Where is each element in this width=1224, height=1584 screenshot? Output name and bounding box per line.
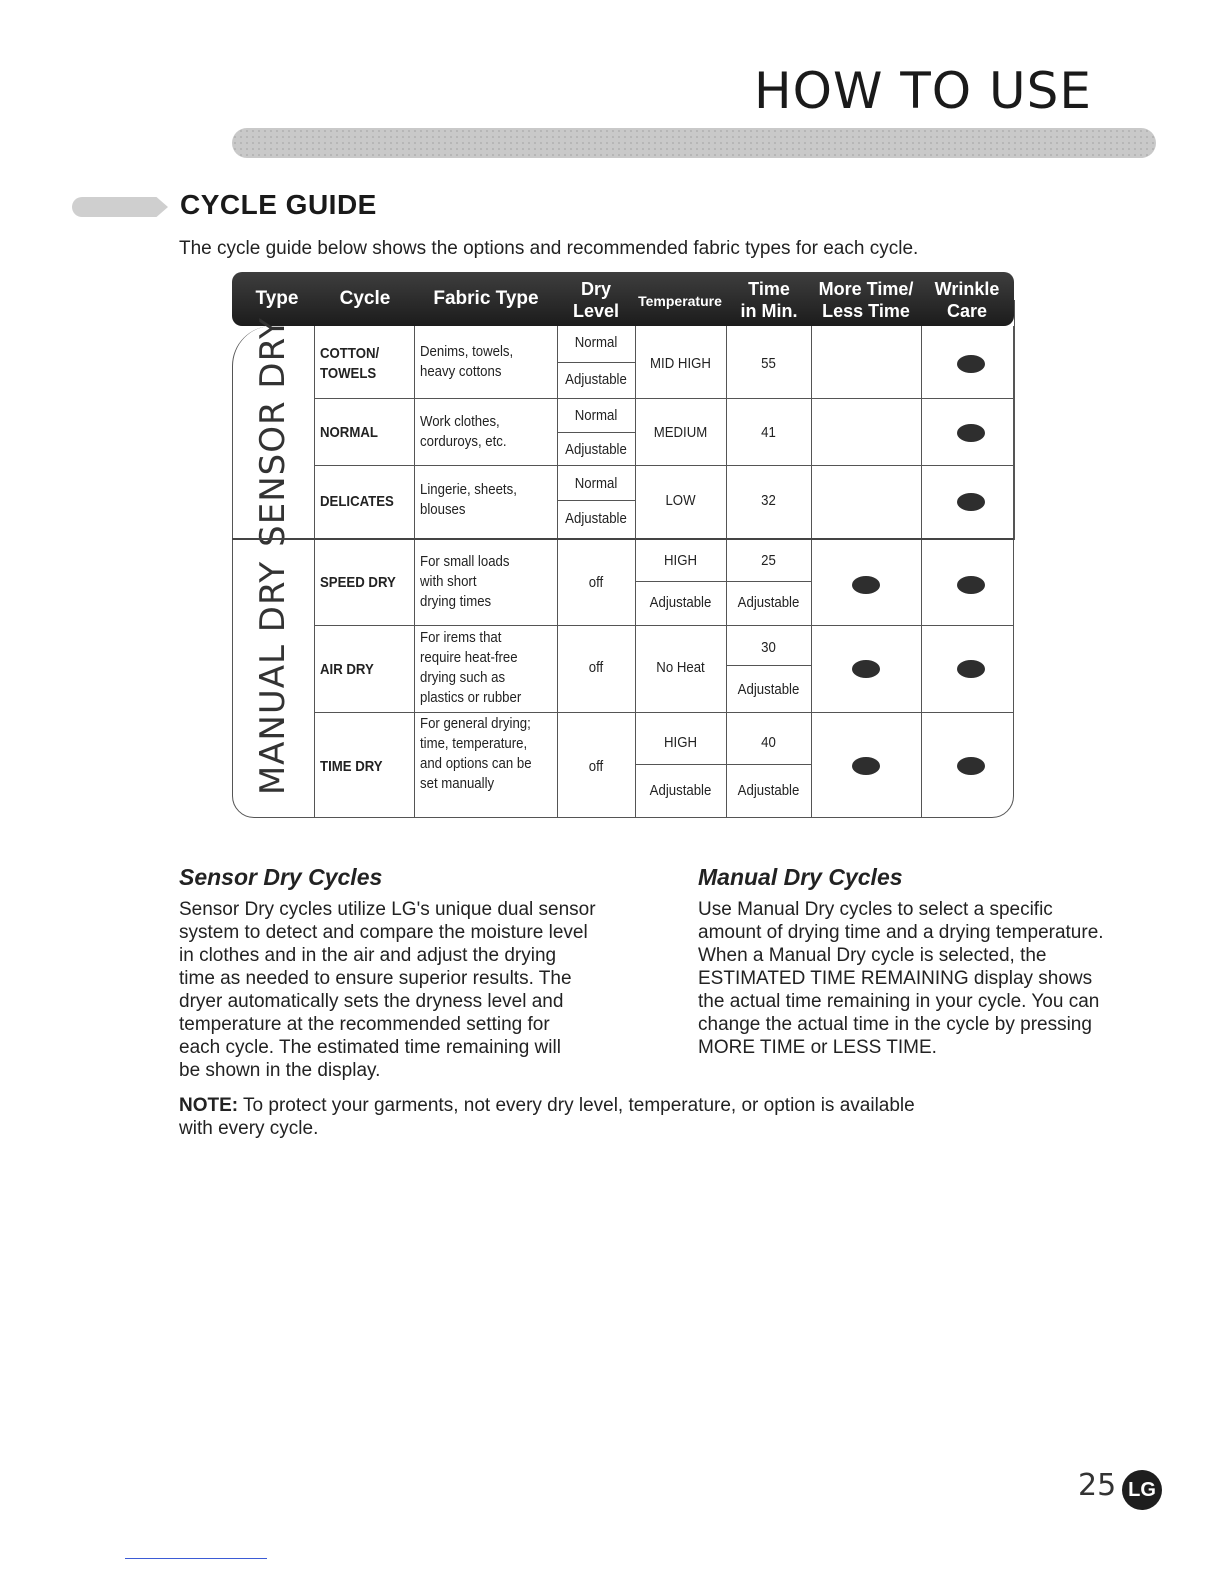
temperature: LOW (665, 492, 696, 509)
dry-level-normal: Normal (574, 475, 618, 492)
sub-divider (635, 581, 811, 582)
section-marker (72, 197, 168, 217)
wrinkle-care-indicator (957, 660, 985, 678)
fabric-type: Lingerie, sheets, blouses (420, 481, 517, 518)
column-divider (635, 326, 636, 818)
wrinkle-care-indicator (957, 424, 985, 442)
row-divider (314, 398, 1014, 399)
manual-section-title: Manual Dry Cycles (698, 864, 903, 890)
fabric-type: Work clothes, corduroys, etc. (420, 413, 507, 450)
column-divider (1014, 300, 1015, 540)
temperature: HIGH (664, 734, 697, 751)
header-more-time-line1: More Time/ (818, 279, 914, 299)
temperature-adjustable: Adjustable (649, 782, 712, 799)
cycle-name: COTTON/ TOWELS (320, 345, 380, 382)
sub-divider (557, 362, 635, 363)
row-divider (314, 625, 1014, 626)
column-divider (811, 326, 812, 818)
cycle-name: AIR DRY (320, 661, 374, 678)
time-adjustable: Adjustable (737, 594, 800, 611)
page-number: 25 (1078, 1468, 1117, 1503)
header-bar (232, 128, 1156, 158)
column-divider (921, 326, 922, 818)
cycle-name: DELICATES (320, 493, 394, 510)
cycle-name: TIME DRY (320, 758, 383, 775)
dry-level-normal: Normal (574, 407, 618, 424)
more-time-indicator (852, 757, 880, 775)
temperature: HIGH (664, 552, 697, 569)
cycle-name: NORMAL (320, 424, 378, 441)
time-adjustable: Adjustable (737, 681, 800, 698)
time-minutes: 40 (761, 734, 776, 751)
fabric-type: For general drying; time, temperature, and options can be set manually (420, 715, 532, 792)
cycle-name: SPEED DRY (320, 574, 396, 591)
intro-text: The cycle guide below shows the options and recommended fabric types for each cycle. (179, 238, 919, 259)
wrinkle-care-indicator (957, 355, 985, 373)
sensor-section-title: Sensor Dry Cycles (179, 864, 383, 890)
fabric-type: For irems that require heat-free drying such as plastics or rubber (420, 629, 522, 706)
sub-divider (557, 432, 635, 433)
header-wrinkle-line1: Wrinkle (934, 279, 1000, 299)
sensor-section-body: Sensor Dry cycles utilize LG's unique dual sensor system to detect and compare the moisture level in clothes and in the air and adjust the drying time as needed to ensure superior results. The dryer automatically sets the dryness level and temperature at the recommended setting for each cycle. The estimated time remaining will be shown in the display. (179, 899, 596, 1081)
wrinkle-care-indicator (957, 757, 985, 775)
sensor-dry-label (232, 317, 314, 547)
header-dry-level-line1: Dry (580, 279, 611, 299)
footer-link-underline[interactable] (125, 1558, 267, 1559)
more-time-indicator (852, 660, 880, 678)
more-time-indicator (852, 576, 880, 594)
time-minutes: 32 (761, 492, 776, 509)
header-cycle: Cycle (339, 288, 391, 309)
section-title: CYCLE GUIDE (180, 189, 377, 220)
row-divider (314, 712, 1014, 713)
manual-dry-label (232, 538, 314, 818)
header-more-less-time (812, 278, 920, 322)
time-minutes: 25 (761, 552, 776, 569)
note-label: NOTE: (179, 1095, 239, 1116)
lg-logo-icon: LG (1122, 1470, 1162, 1510)
temperature-adjustable: Adjustable (649, 594, 712, 611)
column-divider (726, 326, 727, 818)
header-time-line2: in Min. (740, 301, 798, 321)
header-wrinkle-line2: Care (946, 301, 988, 321)
fabric-type: Denims, towels, heavy cottons (420, 343, 514, 380)
sensor-dry-label-text: SENSOR DRY (253, 317, 294, 547)
header-time-line1: Time (748, 279, 790, 299)
sub-divider (726, 665, 811, 666)
group-divider (232, 538, 1014, 540)
note-text: To protect your garments, not every dry level, temperature, or option is available (238, 1095, 915, 1116)
time-adjustable: Adjustable (737, 782, 800, 799)
row-divider (314, 465, 1014, 466)
time-minutes: 55 (761, 355, 776, 372)
page-header: HOW TO USE (753, 62, 1092, 120)
fabric-type: For small loads with short drying times (420, 553, 510, 610)
note-text-line2: with every cycle. (179, 1118, 319, 1139)
column-divider (414, 326, 415, 818)
temperature: No Heat (656, 659, 705, 676)
dry-level: off (588, 659, 604, 676)
header-type: Type (255, 288, 299, 309)
temperature: MEDIUM (653, 424, 708, 441)
temperature: MID HIGH (650, 355, 711, 372)
note (179, 1094, 979, 1140)
dry-level: off (588, 758, 604, 775)
manual-section-body: Use Manual Dry cycles to select a specific amount of drying time and a drying temperature. When a Manual Dry cycle is selected, the ESTIMATED TIME REMAINING display shows the actual time remaining in your cycle. You can change the actual time in the cycle by pressing MORE TIME or LESS TIME. (698, 899, 1104, 1058)
wrinkle-care-indicator (957, 493, 985, 511)
dry-level-adjustable: Adjustable (565, 371, 627, 388)
time-minutes: 41 (761, 424, 776, 441)
sub-divider (635, 764, 811, 765)
dry-level-adjustable: Adjustable (565, 510, 627, 527)
header-fabric-type: Fabric Type (433, 288, 539, 309)
header-time (726, 278, 812, 322)
dry-level-adjustable: Adjustable (565, 441, 627, 458)
header-dry-level-line2: Level (572, 301, 620, 321)
column-divider (557, 326, 558, 818)
header-more-time-line2: Less Time (822, 301, 910, 321)
wrinkle-care-indicator (957, 576, 985, 594)
time-minutes: 30 (761, 639, 776, 656)
table-header (232, 272, 1014, 326)
manual-dry-label-text: MANUAL DRY (253, 560, 294, 796)
header-dry-level (558, 278, 634, 322)
sub-divider (557, 500, 635, 501)
header-wrinkle-care (922, 278, 1012, 322)
dry-level: off (588, 574, 604, 591)
dry-level-normal: Normal (574, 334, 618, 351)
header-temperature: Temperature (638, 293, 722, 309)
column-divider (314, 326, 315, 818)
